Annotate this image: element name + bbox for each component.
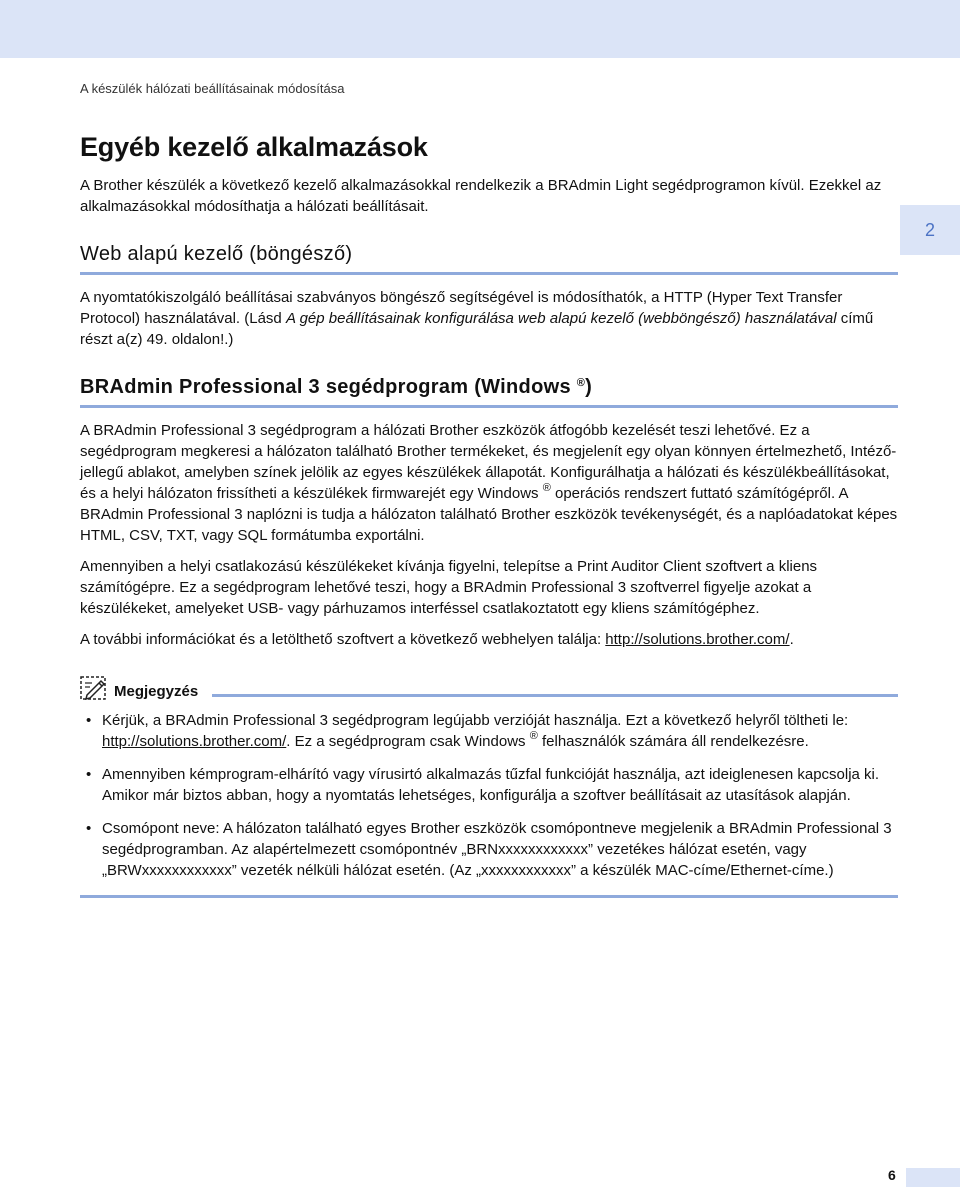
note-item: • Csomópont neve: A hálózaton található egyes Brother eszközök csomópontneve megjelenik a BRAdmin Professional 3 segédprogramban. Az alapértelmezett csomópontnév „BRNxxxxxxxxxxxx” vezetékes hálózat esetén, vagy „BRWxxxxxxxxxxxx” vezeték nélküli hálózat esetén. (Az „xxxxxxxxxxxx” a készülék MAC-címe/Ethernet-címe.) <box>80 818 898 881</box>
note-item: • Amennyiben kémprogram-elhárító vagy vírusirtó alkalmazás tűzfal funkcióját használja, azt ideiglenesen kapcsolja ki. Amikor már biztos abban, hogy a nyomtatás lehetséges, konfigurálja a szoftver beállításait az utasítások alapján. <box>80 764 898 806</box>
page-title: Egyéb kezelő alkalmazások <box>80 132 428 162</box>
cross-reference[interactable]: A gép beállításainak konfigurálása web alapú kezelő (webböngésző) használatával <box>285 310 837 327</box>
footer-band <box>906 1168 960 1187</box>
solutions-link[interactable]: http://solutions.brother.com/ <box>102 733 287 750</box>
bradmin-paragraph-1: A BRAdmin Professional 3 segédprogram a hálózati Brother eszközök átfogóbb kezelését teszi lehetővé. Ez a segédprogram megkeresi a hálózaton található Brother termékeket, és megjelenít egy olyan könnyen értelmezhető, Intéző-jellegű ablakot, amelyben színek jelölik az egyes készülékek állapotát. Konfigurálhatja a hálózati és készülékbeállításokat, és a helyi hálózaton frissítheti a készülékek firmwarejét egy Windows ® operációs rendszert futtató számítógépről. A BRAdmin Professional 3 naplózni is tudja a hálózaton található Brother eszközök tevékenységét, és a naplóadatokat képes HTML, CSV, TXT, vagy SQL formátumba exportálni. <box>80 422 898 544</box>
top-band <box>0 0 960 58</box>
page-content <box>80 132 898 898</box>
note-title: Megjegyzés <box>114 683 199 700</box>
page-number: 6 <box>888 1167 896 1183</box>
note-item: • Kérjük, a BRAdmin Professional 3 segédprogram legújabb verzióját használja. Ezt a következő helyről töltheti le: http://solutions.brother.com/. Ez a segédprogram csak Windows ® felhasználók számára áll rendelkezésre. <box>80 710 898 752</box>
bradmin-section-heading: BRAdmin Professional 3 segédprogram (Windows ®) <box>80 376 898 408</box>
solutions-link[interactable]: http://solutions.brother.com/ <box>605 631 790 648</box>
intro-paragraph: A Brother készülék a következő kezelő alkalmazásokkal rendelkezik a BRAdmin Light segédprogramon kívül. Ezekkel az alkalmazásokkal módosíthatja a hálózati beállításait. <box>80 177 882 215</box>
bradmin-paragraph-2: Amennyiben a helyi csatlakozású készülékeket kívánja figyelni, telepítse a Print Auditor Client szoftvert a kliens számítógépre. Ez a segédprogram lehetővé teszi, hogy a BRAdmin Professional 3 szoftverrel figyelje azokat a készülékeket, amelyeket USB- vagy párhuzamos interféssel csatlakoztatott egy kliens számítógéphez. <box>80 558 818 617</box>
running-header: A készülék hálózati beállításainak módosítása <box>80 81 345 96</box>
note-pencil-icon <box>80 676 108 700</box>
chapter-tab: 2 <box>900 205 960 255</box>
end-rule <box>80 895 898 898</box>
note-rule <box>212 694 898 697</box>
bradmin-paragraph-3: A további információkat és a letölthető szoftvert a következő webhelyen találja: http://solutions.brother.com/. <box>80 631 794 648</box>
note-header <box>80 676 898 700</box>
web-section-body: A nyomtatókiszolgáló beállításai szabványos böngésző segítségével is módosíthatók, a HTTP (Hyper Text Transfer Protocol) használatával. (Lásd A gép beállításainak konfigurálása web alapú kezelő (webböngésző) használatával című részt a(z) 49. oldalon!.) <box>80 289 874 348</box>
web-section-heading: Web alapú kezelő (böngésző) <box>80 243 898 275</box>
note-list <box>80 710 898 881</box>
